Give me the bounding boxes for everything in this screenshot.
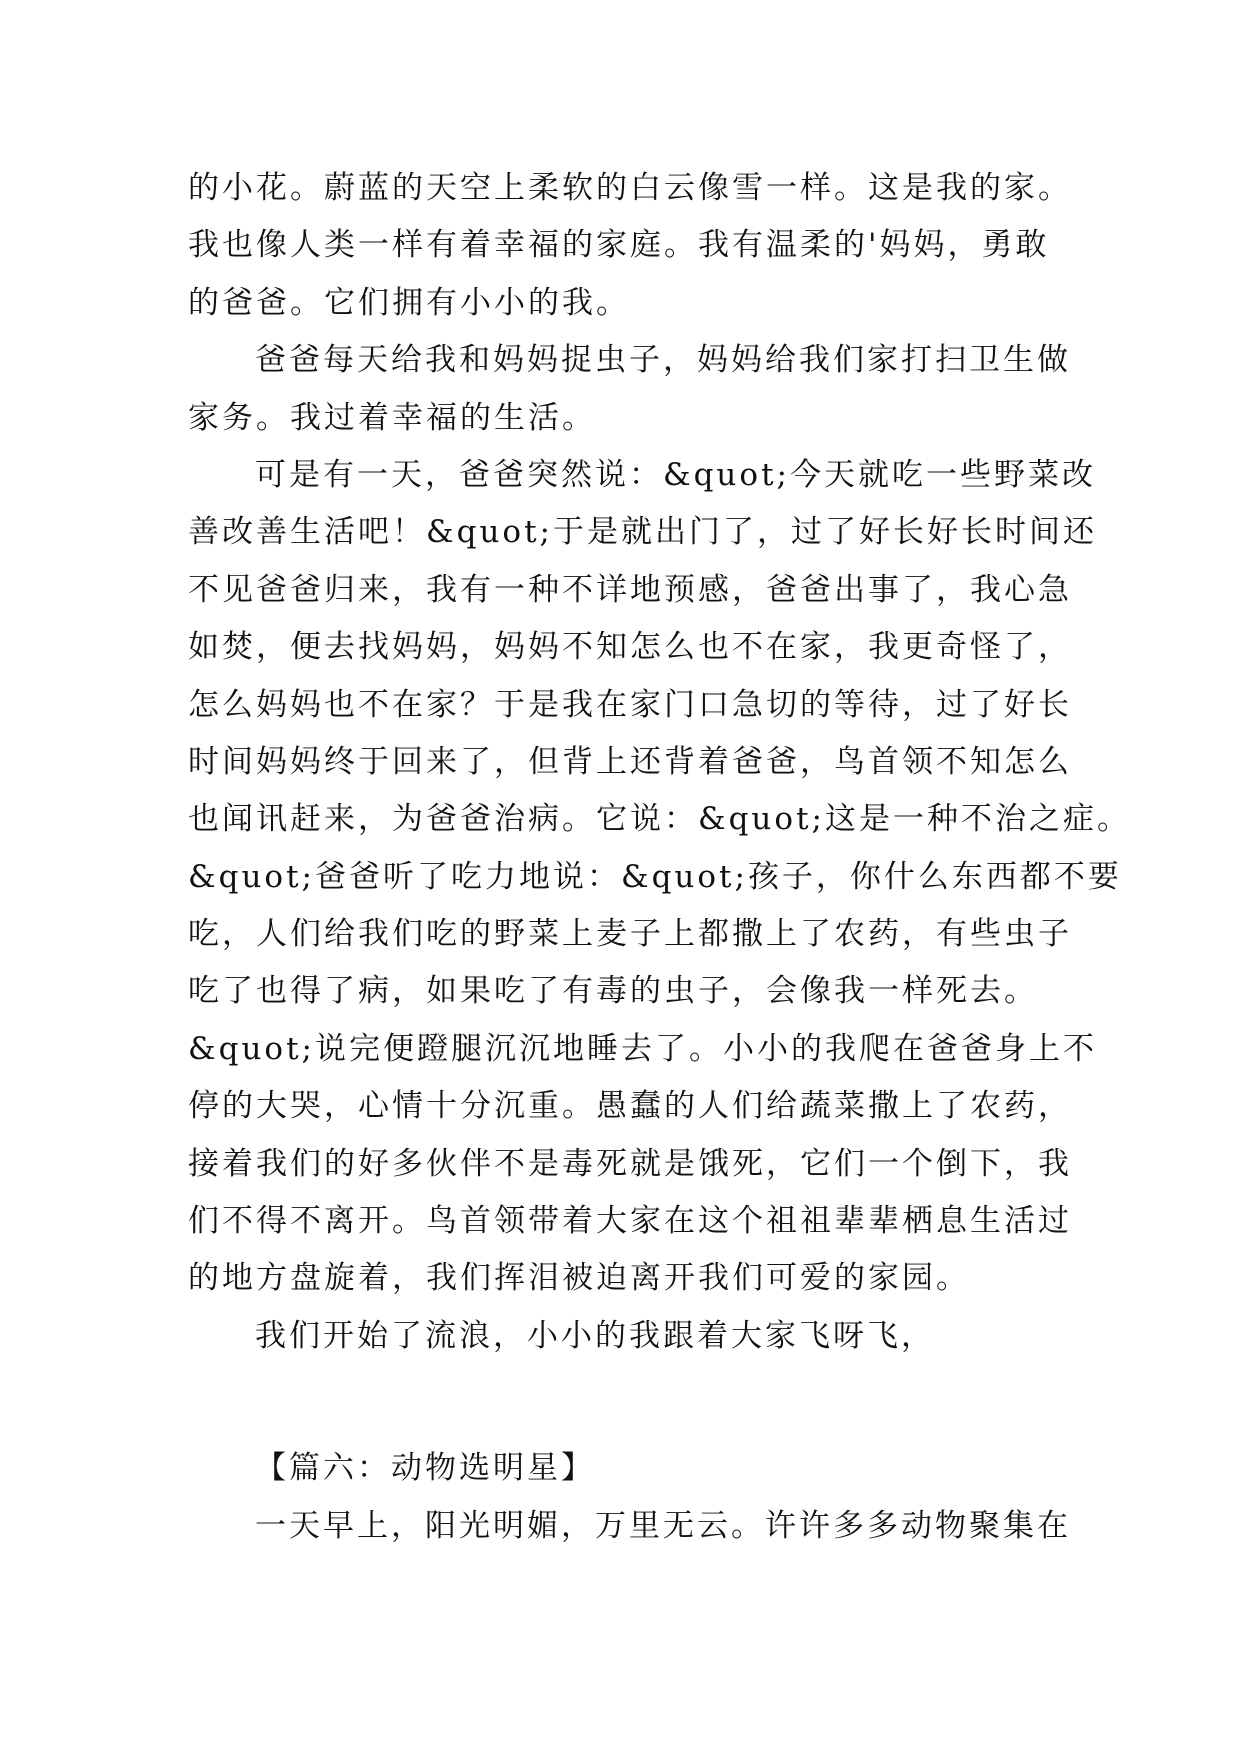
text-line: &quot;说完便蹬腿沉沉地睡去了。小小的我爬在爸爸身上不 xyxy=(188,1030,1097,1067)
document-body xyxy=(188,160,1131,1555)
text-line: 怎么妈妈也不在家？于是我在家门口急切的等待，过了好长 xyxy=(188,686,1072,723)
text-line: 吃了也得了病，如果吃了有毒的虫子，会像我一样死去。 xyxy=(188,973,1038,1010)
text-line: 们不得不离开。鸟首领带着大家在这个祖祖辈辈栖息生活过 xyxy=(188,1203,1072,1240)
text-line: 不见爸爸归来，我有一种不详地预感，爸爸出事了，我心急 xyxy=(188,571,1072,608)
text-line: 接着我们的好多伙伴不是毒死就是饿死，它们一个倒下，我 xyxy=(188,1145,1072,1182)
section-gap xyxy=(188,1365,1068,1440)
text-line: 也闻讯赶来，为爸爸治病。它说：&quot;这是一种不治之症。 xyxy=(188,801,1131,838)
text-line: 爸爸每天给我和妈妈捉虫子，妈妈给我们家打扫卫生做 xyxy=(255,342,1071,379)
text-line: 时间妈妈终于回来了，但背上还背着爸爸，鸟首领不知怎么 xyxy=(188,743,1072,780)
text-line: 我们开始了流浪，小小的我跟着大家飞呀飞， xyxy=(255,1317,935,1354)
text-line: &quot;爸爸听了吃力地说：&quot;孩子，你什么东西都不要 xyxy=(188,858,1122,895)
text-line: 的地方盘旋着，我们挥泪被迫离开我们可爱的家园。 xyxy=(188,1260,970,1297)
text-line: 如焚，便去找妈妈，妈妈不知怎么也不在家，我更奇怪了， xyxy=(188,629,1072,666)
text-line: 的爸爸。它们拥有小小的我。 xyxy=(188,284,630,321)
text-line: 我也像人类一样有着幸福的家庭。我有温柔的'妈妈，勇敢 xyxy=(188,227,1050,264)
text-line: 的小花。蔚蓝的天空上柔软的白云像雪一样。这是我的家。 xyxy=(188,170,1072,206)
text-line: 善改善生活吧！&quot;于是就出门了，过了好长好长时间还 xyxy=(188,514,1097,551)
text-line: 吃，人们给我们吃的野菜上麦子上都撒上了农药，有些虫子 xyxy=(188,916,1072,953)
text-line: 可是有一天，爸爸突然说：&quot;今天就吃一些野菜改 xyxy=(255,456,1096,493)
text-line: 一天早上，阳光明媚，万里无云。许许多多动物聚集在 xyxy=(255,1507,1071,1544)
section-heading: 【篇六：动物选明星】 xyxy=(255,1450,595,1487)
text-line: 停的大哭，心情十分沉重。愚蠢的人们给蔬菜撒上了农药， xyxy=(188,1088,1072,1125)
text-line: 家务。我过着幸福的生活。 xyxy=(188,399,596,436)
